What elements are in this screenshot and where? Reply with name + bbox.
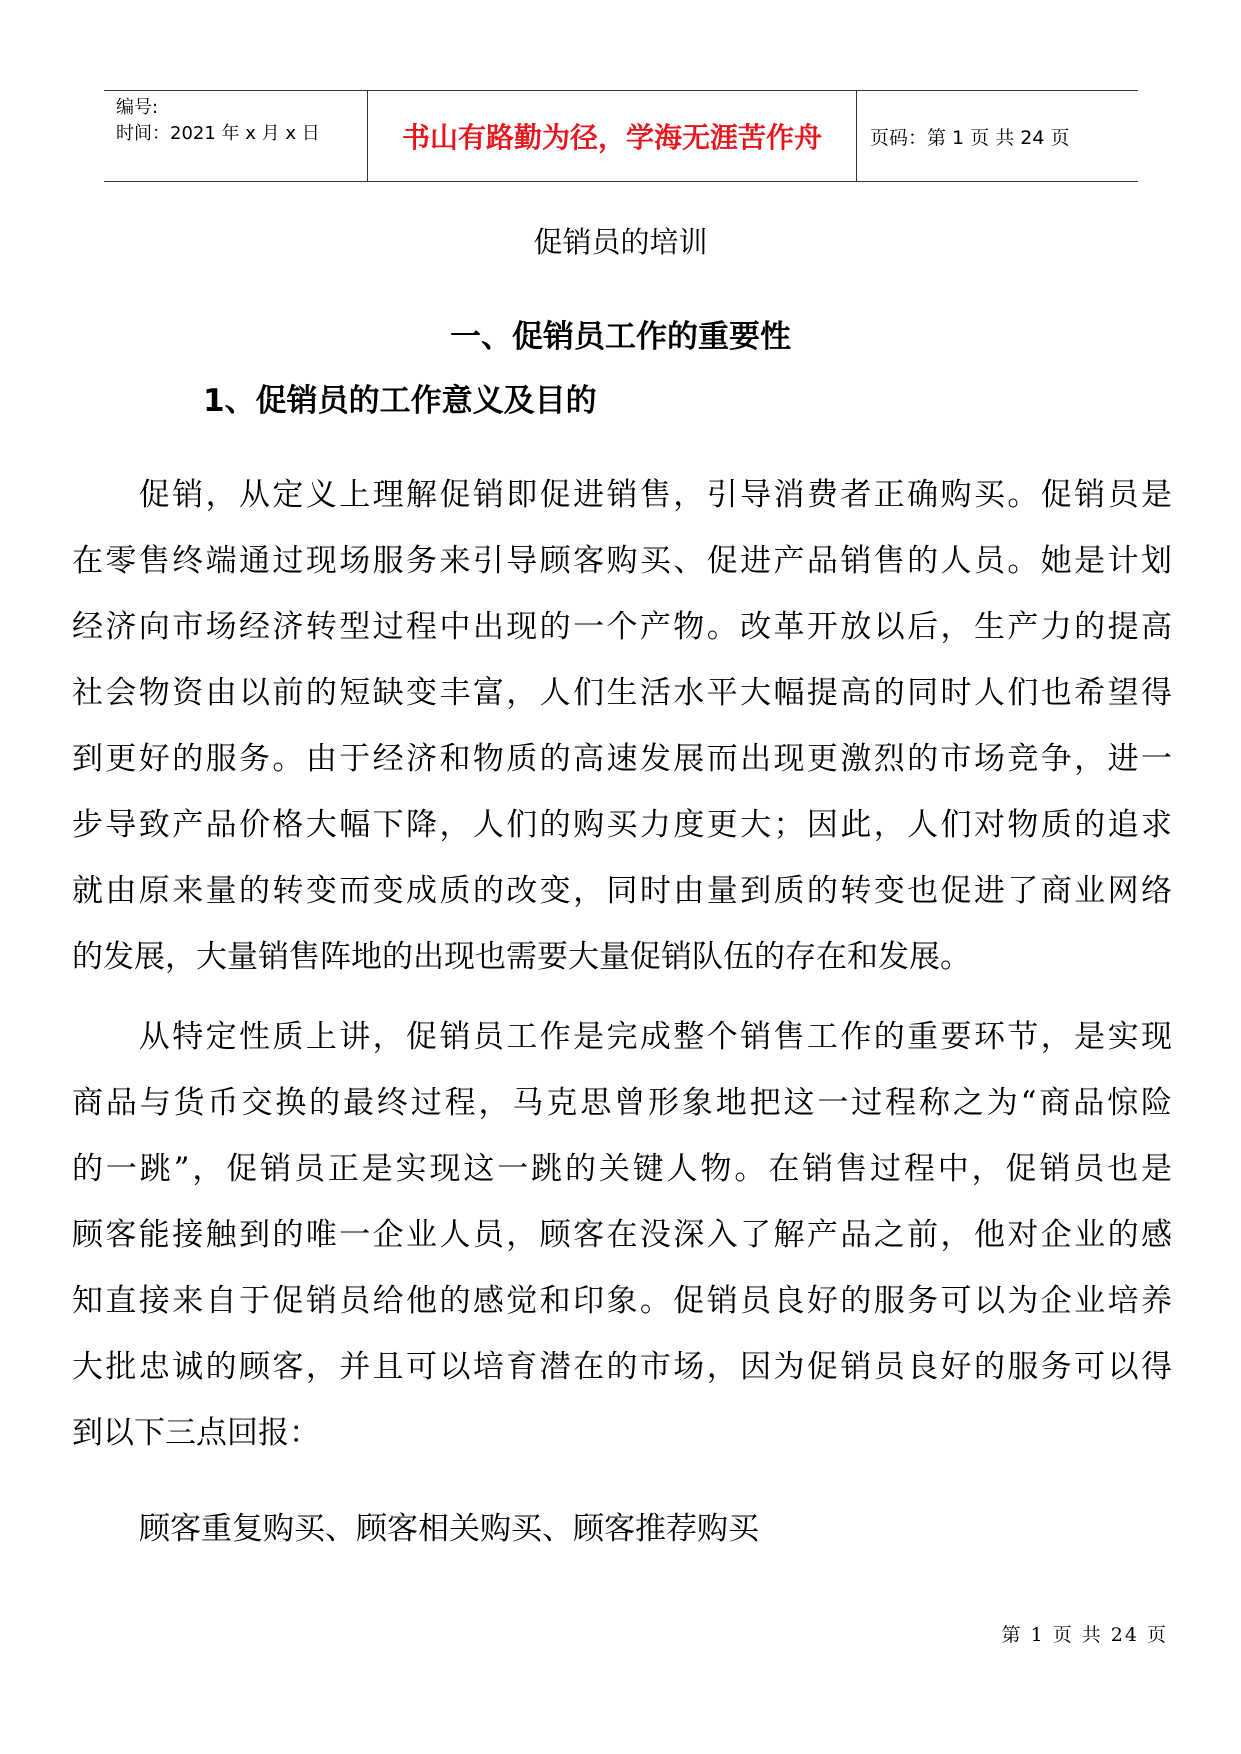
paragraph-line: 步导致产品价格大幅下降，人们的购买力度更大；因此，人们对物质的追求 [72,807,1172,843]
paragraph-line: 的一跳”，促销员正是实现这一跳的关键人物。在销售过程中，促销员也是 [72,1151,1172,1187]
paragraph-line: 就由原来量的转变而变成质的改变，同时由量到质的转变也促进了商业网络 [72,873,1172,909]
paragraph-1 [72,462,1172,990]
header-page-info: 页码：第 1 页 共 24 页 [870,126,1070,149]
subsection-heading: 1、促销员的工作意义及目的 [203,383,597,419]
paragraph-line: 的发展，大量销售阵地的出现也需要大量促销队伍的存在和发展。 [72,939,971,975]
header-divider [856,91,857,181]
page-footer: 第 1 页 共 24 页 [1001,1624,1168,1646]
paragraph-line: 到以下三点回报： [72,1415,320,1451]
paragraph-line: 社会物资由以前的短缺变丰富，人们生活水平大幅提高的同时人们也希望得 [72,675,1172,711]
paragraph-line: 知直接来自于促销员给他的感觉和印象。促销员良好的服务可以为企业培养 [72,1283,1172,1319]
document-header [104,90,1138,182]
header-meta [116,95,366,147]
paragraph-line: 促销，从定义上理解促销即促进销售，引导消费者正确购买。促销员是 [72,477,1172,513]
paragraph-3: 顾客重复购买、顾客相关购买、顾客推荐购买 [139,1511,759,1547]
header-time-label: 时间：2021 年 x 月 x 日 [116,123,320,144]
section-heading: 一、促销员工作的重要性 [450,319,791,355]
paragraph-line: 在零售终端通过现场服务来引导顾客购买、促进产品销售的人员。她是计划 [72,543,1172,579]
paragraph-line: 从特定性质上讲，促销员工作是完成整个销售工作的重要环节，是实现 [72,1019,1172,1055]
paragraph-line: 到更好的服务。由于经济和物质的高速发展而出现更激烈的市场竞争，进一 [72,741,1172,777]
header-number-label: 编号: [116,97,159,118]
header-motto: 书山有路勤为径，学海无涯苦作舟 [401,121,822,154]
document-title: 促销员的培训 [533,225,708,259]
paragraph-line: 顾客能接触到的唯一企业人员，顾客在没深入了解产品之前，他对企业的感 [72,1217,1172,1253]
paragraph-2 [72,1004,1172,1466]
paragraph-line: 大批忠诚的顾客，并且可以培育潜在的市场，因为促销员良好的服务可以得 [72,1349,1172,1385]
paragraph-line: 商品与货币交换的最终过程，马克思曾形象地把这一过程称之为“商品惊险 [72,1085,1172,1121]
paragraph-line: 经济向市场经济转型过程中出现的一个产物。改革开放以后，生产力的提高 [72,609,1172,645]
